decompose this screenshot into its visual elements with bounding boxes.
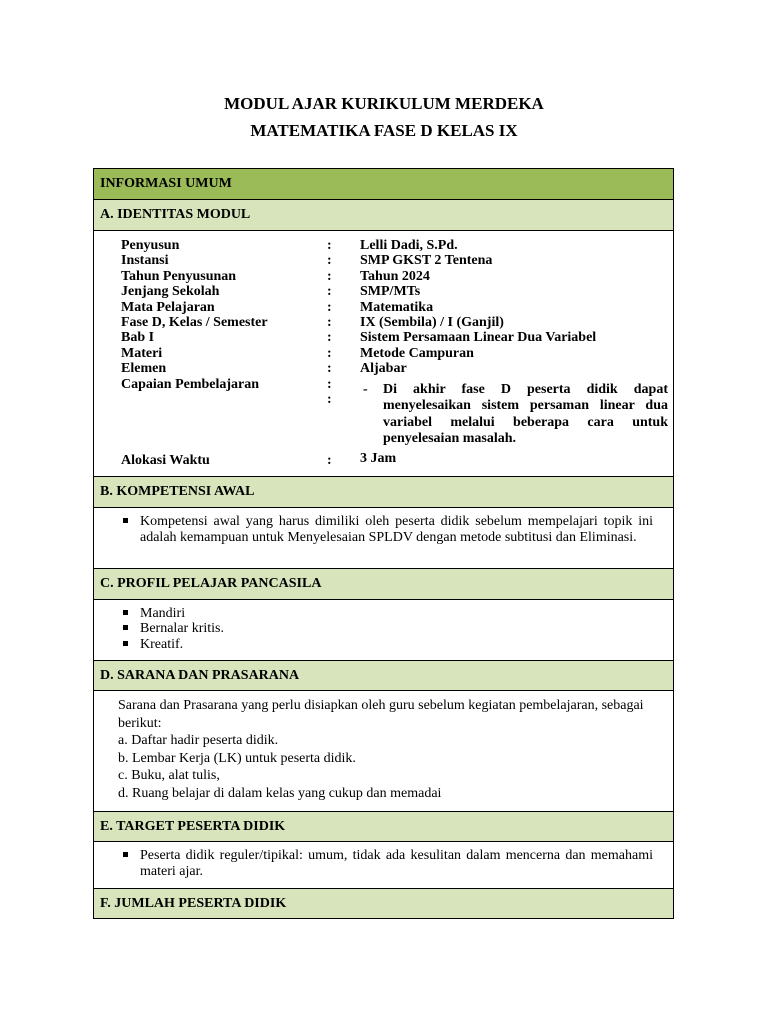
target-text: Peserta didik reguler/tipikal: umum, tidak ada kesulitan dalam mencerna dan memahami materi ajar. xyxy=(140,848,653,880)
list-item xyxy=(140,848,653,881)
section-header-jumlah-peserta xyxy=(93,889,674,919)
identitas-modul-table xyxy=(93,231,674,477)
colon: : xyxy=(327,238,332,253)
section-title: INFORMASI UMUM xyxy=(100,176,232,191)
section-header-informasi-umum xyxy=(93,168,674,200)
list-item xyxy=(140,514,653,547)
section-title: E. TARGET PESERTA DIDIK xyxy=(100,819,286,834)
colon: : xyxy=(327,330,332,346)
sarana-prasarana-content xyxy=(93,691,674,812)
colon: : xyxy=(327,299,332,315)
list-item: a. Daftar hadir peserta didik. xyxy=(118,733,279,748)
bullet-square-icon xyxy=(123,625,128,630)
label-fase-kelas-semester: Fase D, Kelas / Semester xyxy=(121,315,268,330)
value-alokasi-waktu: 3 Jam xyxy=(360,451,397,466)
label-capaian-pembelajaran: Capaian Pembelajaran xyxy=(121,376,260,392)
profil-item: Mandiri xyxy=(140,606,186,621)
label-tahun-penyusunan: Tahun Penyusunan xyxy=(121,268,237,284)
colon: : xyxy=(327,453,332,468)
value-instansi: SMP GKST 2 Tentena xyxy=(360,253,493,269)
kompetensi-awal-text: Kompetensi awal yang harus dimiliki oleh peserta didik sebelum mempelajari topik ini adalah kemampuan untuk Menyelesaian SPLDV dengan metode subtitusi dan Eliminasi. xyxy=(140,514,653,546)
section-header-profil-pelajar xyxy=(93,569,674,600)
colon: : xyxy=(327,315,332,330)
value-capaian-pembelajaran: Di akhir fase D peserta didik dapat menyelesaikan sistem persaman linear dua variabel melalui beberapa cara untuk penyelesaian masalah. xyxy=(383,382,668,447)
value-fase-kelas-semester: IX (Sembila) / I (Ganjil) xyxy=(360,315,504,330)
value-elemen: Aljabar xyxy=(360,361,407,377)
bullet-square-icon xyxy=(123,852,128,857)
value-penyusun: Lelli Dadi, S.Pd. xyxy=(360,238,458,253)
colon: : xyxy=(327,253,332,269)
list-item: c. Buku, alat tulis, xyxy=(118,768,220,783)
profil-pelajar-content xyxy=(93,600,674,661)
list-item xyxy=(140,621,224,636)
value-materi: Metode Campuran xyxy=(360,345,474,361)
label-penyusun: Penyusun xyxy=(121,238,180,253)
section-title: C. PROFIL PELAJAR PANCASILA xyxy=(100,576,322,591)
section-header-kompetensi-awal xyxy=(93,477,674,508)
kompetensi-awal-content xyxy=(93,508,674,569)
document-subtitle: MATEMATIKA FASE D KELAS IX xyxy=(250,121,518,140)
colon: : xyxy=(327,284,332,300)
sarana-intro: Sarana dan Prasarana yang perlu disiapkan oleh guru sebelum kegiatan pembelajaran, sebagai berikut: xyxy=(118,698,644,731)
value-tahun-penyusunan: Tahun 2024 xyxy=(360,268,430,284)
label-elemen: Elemen xyxy=(121,361,167,377)
target-peserta-content xyxy=(93,842,674,889)
label-instansi: Instansi xyxy=(121,253,169,269)
section-title: B. KOMPETENSI AWAL xyxy=(100,484,255,499)
profil-item: Bernalar kritis. xyxy=(140,621,224,637)
capaian-dash: - xyxy=(363,382,368,397)
label-alokasi-waktu: Alokasi Waktu xyxy=(121,453,210,468)
bullet-square-icon xyxy=(123,610,128,615)
label-mata-pelajaran: Mata Pelajaran xyxy=(121,299,215,315)
list-item xyxy=(140,637,224,652)
colon: : xyxy=(327,392,332,407)
section-title: F. JUMLAH PESERTA DIDIK xyxy=(100,896,287,911)
colon: : xyxy=(327,376,332,392)
section-title: D. SARANA DAN PRASARANA xyxy=(100,668,300,683)
section-header-sarana-prasarana xyxy=(93,661,674,691)
section-header-target-peserta xyxy=(93,812,674,842)
bullet-square-icon xyxy=(123,518,128,523)
list-item: d. Ruang belajar di dalam kelas yang cukup dan memadai xyxy=(118,786,442,801)
label-bab: Bab I xyxy=(121,330,155,346)
list-item: b. Lembar Kerja (LK) untuk peserta didik. xyxy=(118,751,356,766)
profil-item: Kreatif. xyxy=(140,636,184,652)
colon: : xyxy=(327,361,332,377)
section-title: A. IDENTITAS MODUL xyxy=(100,207,251,222)
list-item xyxy=(140,606,224,621)
value-bab: Sistem Persamaan Linear Dua Variabel xyxy=(360,330,597,346)
value-jenjang-sekolah: SMP/MTs xyxy=(360,284,421,300)
profil-list xyxy=(140,606,224,652)
label-jenjang-sekolah: Jenjang Sekolah xyxy=(121,284,220,300)
value-mata-pelajaran: Matematika xyxy=(360,299,434,315)
colon: : xyxy=(327,345,332,361)
colon: : xyxy=(327,268,332,284)
bullet-square-icon xyxy=(123,641,128,646)
label-materi: Materi xyxy=(121,345,163,361)
document-title: MODUL AJAR KURIKULUM MERDEKA xyxy=(224,94,544,113)
section-header-identitas-modul xyxy=(93,200,674,231)
